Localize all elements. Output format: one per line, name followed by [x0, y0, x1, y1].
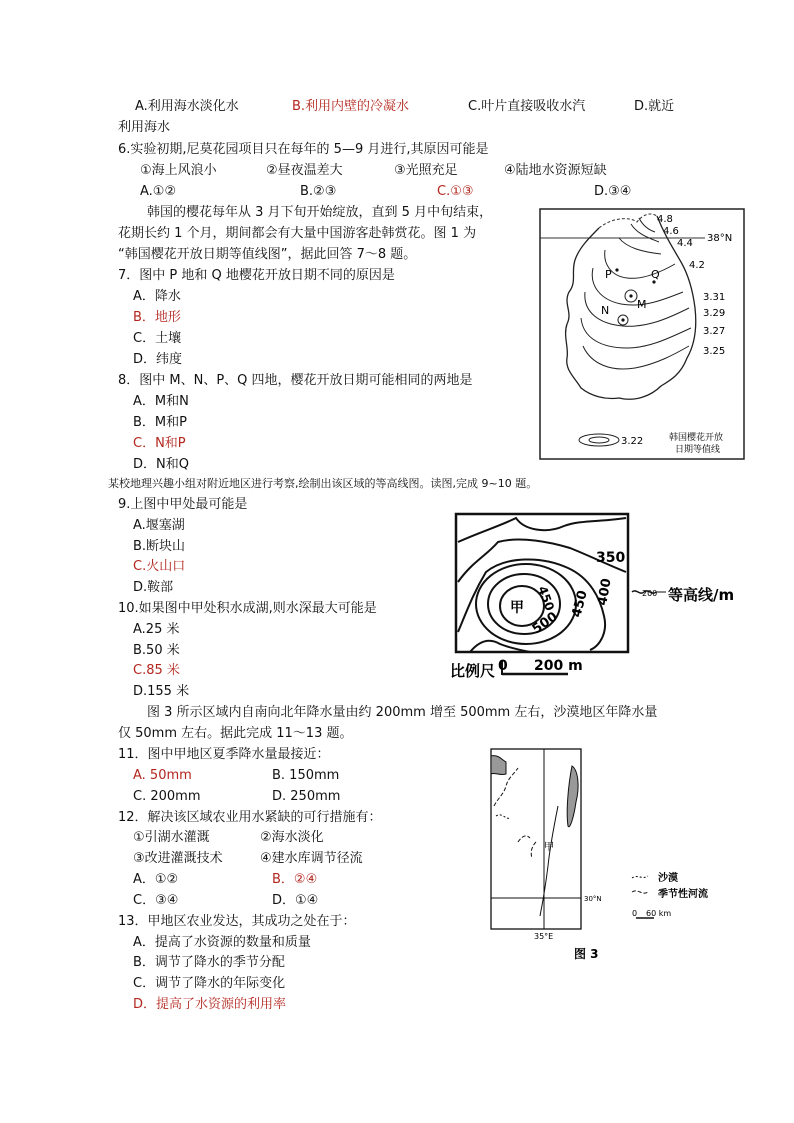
q10-option-b: B.50 米 [133, 643, 180, 658]
q12-item: ③改进灌溉技术 [133, 851, 223, 866]
q7-stem: 7．图中 P 地和 Q 地樱花开放日期不同的原因是 [118, 268, 395, 283]
q6-item: ②昼夜温差大 [266, 163, 343, 178]
q12-option-c: C．③④ [133, 893, 179, 908]
q7-option-b: B．地形 [133, 310, 181, 325]
q5-option-d-cont: 利用海水 [118, 120, 171, 135]
q7-option-d: D．纬度 [133, 352, 183, 367]
q12-option-d: D．①④ [272, 893, 319, 908]
isoline-label: 3.29 [703, 308, 726, 319]
q11-stem: 11．图中甲地区夏季降水量最接近： [118, 747, 330, 762]
q9-option-c: C.火山口 [133, 559, 186, 574]
isoline-label: 3.25 [703, 346, 726, 357]
q8-option-d: D．N和Q [133, 457, 189, 472]
q12-stem: 12．解决该区域农业用水紧缺的可行措施有： [118, 810, 382, 825]
q6-option-b: B.②③ [300, 184, 337, 199]
q6-item: ①海上风浪小 [140, 163, 217, 178]
q11-option-b: B. 150mm [272, 768, 340, 783]
q12-item: ②海水淡化 [260, 830, 324, 845]
point-label-m: M [637, 298, 647, 311]
q11-option-a: A. 50mm [133, 768, 192, 783]
intro-7-line: 花期长约 1 个月，期间都会有大量中国游客赴韩赏花。图 1 为 [118, 226, 477, 241]
contour-label: 350 [596, 550, 626, 566]
legend-river: 季节性河流 [658, 889, 708, 900]
q12-item: ④建水库调节径流 [260, 851, 363, 866]
scale-zero: 0 [632, 909, 638, 918]
map-legend: 韩国樱花开放 [669, 433, 724, 443]
legend-label: 等高线/m [668, 586, 735, 604]
intro-7-line: “韩国樱花开放日期等值线图”，据此回答 7～8 题。 [118, 247, 417, 262]
q6-option-c: C.①③ [437, 184, 474, 199]
isoline-label: 3.27 [703, 326, 726, 337]
point-label-q: Q [651, 268, 660, 281]
longitude-label: 35°E [534, 932, 554, 941]
q7-option-c: C．土壤 [133, 331, 182, 346]
q8-option-a: A．M和N [133, 394, 189, 409]
isoline-label: 3.31 [703, 292, 726, 303]
isoline-label: 4.2 [689, 260, 705, 271]
q9-option-b: B.断块山 [133, 539, 186, 554]
q7-option-a: A．降水 [133, 289, 181, 304]
isoline-label: 4.6 [663, 226, 679, 237]
q12-option-a: A．①② [133, 872, 179, 887]
region-label-jia: 甲 [544, 842, 554, 853]
q13-option-d: D．提高了水资源的利用率 [133, 997, 287, 1012]
isoline-label: 4.8 [657, 214, 673, 225]
latitude-label: 30°N [584, 895, 602, 903]
q12-option-b: B．②④ [272, 872, 318, 887]
q6-stem: 6.实验初期,尼莫花园项目只在每年的 5—9 月进行,其原因可能是 [118, 142, 489, 157]
q6-option-d: D.③④ [594, 184, 632, 199]
q5-option-d: D.就近 [634, 99, 675, 114]
q13-stem: 13．甲地区农业发达，其成功之处在于： [118, 914, 356, 929]
isoline-label: 4.4 [677, 238, 693, 249]
q11-option-c: C. 200mm [133, 789, 201, 804]
latitude-label: 38°N [707, 233, 733, 244]
intro-11-line: 图 3 所示区域内自南向北年降水量由约 200mm 增至 500mm 左右，沙漠地区年降水量 [147, 705, 658, 720]
q9-stem: 9.上图中甲处最可能是 [118, 497, 248, 512]
scale-zero: 0 [498, 658, 508, 674]
scale-label: 比例尺 [450, 662, 496, 680]
q13-option-c: C．调节了降水的年际变化 [133, 976, 286, 991]
contour-map [450, 512, 750, 682]
q8-option-c: C．N和P [133, 436, 186, 451]
intro-7-line: 韩国的樱花每年从 3 月下旬开始绽放，直到 5 月中旬结束， [147, 205, 493, 220]
contour-label: 450 [569, 588, 591, 620]
intro-11-line: 仅 50mm 左右。据此完成 11～13 题。 [118, 726, 353, 741]
q10-option-d: D.155 米 [133, 684, 190, 699]
intro-9: 某校地理兴趣小组对附近地区进行考察,绘制出该区域的等高线图。读图,完成 9~10 题。 [108, 477, 538, 490]
q10-option-a: A.25 米 [133, 622, 180, 637]
q6-item: ④陆地水资源短缺 [504, 163, 607, 178]
korea-cherry-map [539, 208, 745, 460]
q5-option-a: A.利用海水淡化水 [135, 99, 239, 114]
map-legend: 日期等值线 [675, 445, 721, 455]
q6-item: ③光照充足 [394, 163, 458, 178]
q10-stem: 10.如果图中甲处积水成湖,则水深最大可能是 [118, 601, 377, 616]
q5-option-c: C.叶片直接吸收水汽 [468, 99, 586, 114]
isoline-label: 3.22 [621, 436, 644, 447]
figure-caption: 图 3 [574, 947, 599, 961]
figure-3-map [488, 746, 724, 964]
legend-value: 200 [642, 589, 658, 598]
q8-option-b: B．M和P [133, 415, 187, 430]
q5-option-b: B.利用内壁的冷凝水 [292, 99, 410, 114]
q10-option-c: C.85 米 [133, 663, 180, 678]
point-label-jia: 甲 [510, 600, 524, 616]
q9-option-a: A.堰塞湖 [133, 518, 185, 533]
q11-option-d: D. 250mm [272, 789, 341, 804]
legend-desert: 沙漠 [658, 873, 678, 884]
q9-option-d: D.鞍部 [133, 580, 174, 595]
q12-item: ①引湖水灌溉 [133, 830, 210, 845]
contour-label: 500 [529, 609, 561, 638]
q13-option-b: B．调节了降水的季节分配 [133, 955, 285, 970]
scale-value: 200 m [534, 658, 583, 674]
point-label-n: N [601, 304, 610, 317]
scale-value: 60 km [646, 909, 672, 918]
contour-label: 450 [535, 584, 557, 613]
point-label-p: P [605, 268, 612, 281]
q8-stem: 8．图中 M、N、P、Q 四地，樱花开放日期可能相同的两地是 [118, 373, 473, 388]
q6-option-a: A.①② [140, 184, 177, 199]
contour-label: 400 [595, 577, 615, 607]
q13-option-a: A．提高了水资源的数量和质量 [133, 935, 311, 950]
